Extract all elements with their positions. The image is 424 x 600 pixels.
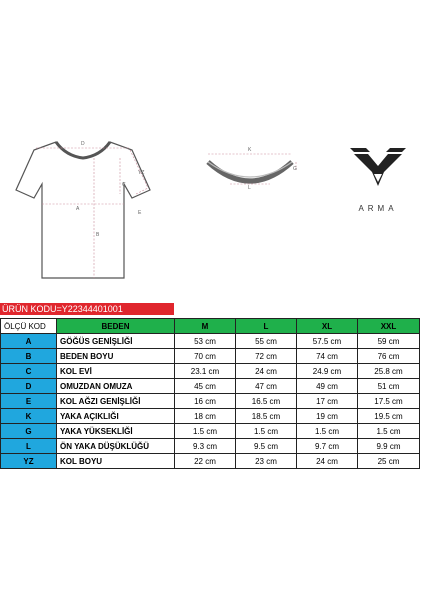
collar-measurement-diagram bbox=[200, 140, 300, 190]
label-e: E bbox=[138, 210, 142, 216]
value-xxl: 9.9 cm bbox=[358, 439, 420, 454]
value-l: 9.5 cm bbox=[236, 439, 297, 454]
value-xxl: 19.5 cm bbox=[358, 409, 420, 424]
value-m: 23.1 cm bbox=[175, 364, 236, 379]
measure-name: YAKA AÇIKLIĞI bbox=[57, 409, 175, 424]
measure-code: E bbox=[1, 394, 57, 409]
value-xxl: 1.5 cm bbox=[358, 424, 420, 439]
label-b: B bbox=[96, 232, 100, 238]
value-xxl: 25 cm bbox=[358, 454, 420, 469]
value-m: 1.5 cm bbox=[175, 424, 236, 439]
label-l: L bbox=[248, 185, 251, 190]
label-a: A bbox=[76, 206, 80, 212]
value-xl: 19 cm bbox=[297, 409, 358, 424]
value-m: 45 cm bbox=[175, 379, 236, 394]
label-d: D bbox=[81, 141, 85, 147]
value-l: 72 cm bbox=[236, 349, 297, 364]
label-g: G bbox=[293, 166, 297, 172]
table-row bbox=[1, 409, 420, 424]
measure-name: ÖN YAKA DÜŞÜKLÜĞÜ bbox=[57, 439, 175, 454]
measure-name: GÖĞÜS GENİŞLİĞİ bbox=[57, 334, 175, 349]
measure-name: KOL EVİ bbox=[57, 364, 175, 379]
collar-band bbox=[208, 162, 292, 181]
value-xxl: 25.8 cm bbox=[358, 364, 420, 379]
arma-emblem-icon bbox=[348, 140, 408, 200]
measure-name: BEDEN BOYU bbox=[57, 349, 175, 364]
brand-logo bbox=[348, 140, 408, 222]
table-row bbox=[1, 334, 420, 349]
size-chart-table bbox=[0, 318, 420, 469]
value-xl: 74 cm bbox=[297, 349, 358, 364]
measure-name: OMUZDAN OMUZA bbox=[57, 379, 175, 394]
label-c: C bbox=[122, 182, 126, 188]
value-l: 23 cm bbox=[236, 454, 297, 469]
measure-name: YAKA YÜKSEKLİĞİ bbox=[57, 424, 175, 439]
value-m: 18 cm bbox=[175, 409, 236, 424]
table-row bbox=[1, 439, 420, 454]
table-row bbox=[1, 349, 420, 364]
value-m: 16 cm bbox=[175, 394, 236, 409]
table-header-row bbox=[1, 319, 420, 334]
brand-name: ARMA bbox=[358, 204, 398, 213]
header-size-l: L bbox=[236, 319, 297, 334]
value-xxl: 51 cm bbox=[358, 379, 420, 394]
value-l: 24 cm bbox=[236, 364, 297, 379]
header-olcu-kod: ÖLÇÜ KOD bbox=[1, 319, 57, 334]
value-xl: 24.9 cm bbox=[297, 364, 358, 379]
value-m: 70 cm bbox=[175, 349, 236, 364]
value-xl: 24 cm bbox=[297, 454, 358, 469]
measure-code: C bbox=[1, 364, 57, 379]
measure-code: G bbox=[1, 424, 57, 439]
measure-name: KOL AĞZI GENİŞLİĞİ bbox=[57, 394, 175, 409]
label-k: K bbox=[248, 147, 252, 153]
table-row bbox=[1, 424, 420, 439]
measure-code: L bbox=[1, 439, 57, 454]
header-size-xl: XL bbox=[297, 319, 358, 334]
value-xl: 57.5 cm bbox=[297, 334, 358, 349]
product-code-bar: ÜRÜN KODU=Y22344401001 bbox=[0, 303, 174, 315]
measure-code: D bbox=[1, 379, 57, 394]
measure-code: YZ bbox=[1, 454, 57, 469]
value-xxl: 76 cm bbox=[358, 349, 420, 364]
measure-code: K bbox=[1, 409, 57, 424]
label-yz: YZ bbox=[138, 170, 145, 176]
value-xl: 17 cm bbox=[297, 394, 358, 409]
measure-code: B bbox=[1, 349, 57, 364]
value-l: 47 cm bbox=[236, 379, 297, 394]
table-row bbox=[1, 379, 420, 394]
collar-inner-edge bbox=[208, 162, 292, 177]
value-l: 1.5 cm bbox=[236, 424, 297, 439]
measure-code: A bbox=[1, 334, 57, 349]
table-row bbox=[1, 454, 420, 469]
value-xl: 49 cm bbox=[297, 379, 358, 394]
table-row bbox=[1, 364, 420, 379]
value-l: 16.5 cm bbox=[236, 394, 297, 409]
measure-name: KOL BOYU bbox=[57, 454, 175, 469]
value-xl: 1.5 cm bbox=[297, 424, 358, 439]
tshirt-measurement-diagram bbox=[8, 128, 158, 288]
value-m: 9.3 cm bbox=[175, 439, 236, 454]
table-row bbox=[1, 394, 420, 409]
value-m: 22 cm bbox=[175, 454, 236, 469]
value-l: 55 cm bbox=[236, 334, 297, 349]
value-xxl: 59 cm bbox=[358, 334, 420, 349]
value-l: 18.5 cm bbox=[236, 409, 297, 424]
value-m: 53 cm bbox=[175, 334, 236, 349]
header-size-m: M bbox=[175, 319, 236, 334]
tshirt-outline bbox=[16, 142, 150, 278]
value-xxl: 17.5 cm bbox=[358, 394, 420, 409]
header-beden: BEDEN bbox=[57, 319, 175, 334]
value-xl: 9.7 cm bbox=[297, 439, 358, 454]
header-size-xxl: XXL bbox=[358, 319, 420, 334]
